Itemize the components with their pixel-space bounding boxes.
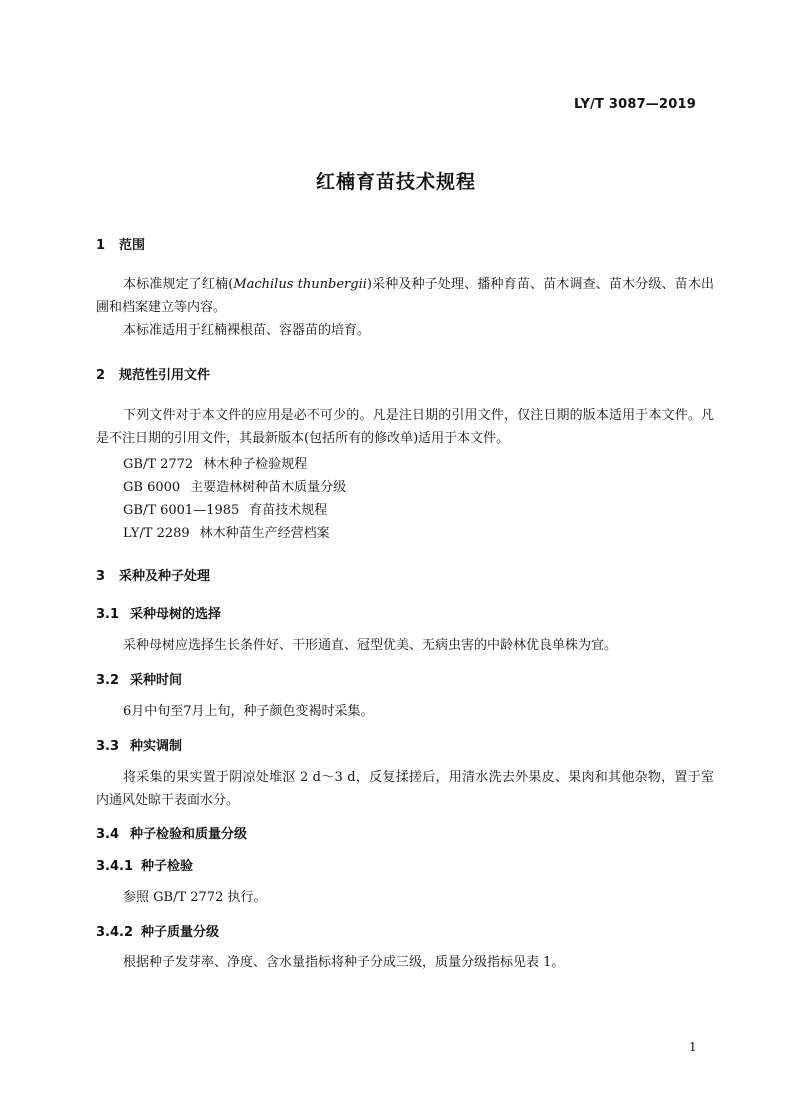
section-number: 3.2 bbox=[96, 673, 120, 688]
text-segment: 本标准规定了红楠( bbox=[123, 277, 234, 292]
latin-name: Machilus thunbergii bbox=[233, 277, 367, 292]
section-title: 种子检验和质量分级 bbox=[130, 827, 248, 842]
section-number: 3 bbox=[96, 569, 106, 584]
section-3-4-heading bbox=[96, 823, 247, 842]
section-title: 种子质量分级 bbox=[141, 925, 220, 940]
reference-item bbox=[123, 499, 327, 518]
section-3-heading bbox=[96, 565, 210, 584]
reference-title: 主要造林树种苗木质量分级 bbox=[190, 480, 347, 495]
reference-title: 育苗技术规程 bbox=[249, 503, 328, 518]
section-number: 3.4 bbox=[96, 827, 120, 842]
section-title: 规范性引用文件 bbox=[119, 368, 211, 383]
section-number: 3.4.2 bbox=[96, 925, 134, 940]
section-2-heading bbox=[96, 364, 210, 383]
reference-item bbox=[123, 453, 307, 472]
section-title: 采种及种子处理 bbox=[119, 569, 211, 584]
section-number: 2 bbox=[96, 368, 106, 383]
section-3-3-heading bbox=[96, 735, 182, 754]
reference-item bbox=[123, 476, 346, 495]
section-3-4-1-heading bbox=[96, 855, 193, 874]
section-title: 采种母树的选择 bbox=[130, 607, 222, 622]
mother-tree-paragraph: 采种母树应选择生长条件好、干形通直、冠型优美、无病虫害的中龄林优良单株为宜。 bbox=[123, 638, 618, 653]
section-1-heading bbox=[96, 234, 145, 253]
scope-paragraph-2: 本标准适用于红楠裸根苗、容器苗的培育。 bbox=[123, 323, 371, 338]
reference-title: 林木种苗生产经营档案 bbox=[199, 526, 330, 541]
section-3-4-2-heading bbox=[96, 921, 219, 940]
collection-time-paragraph: 6月中旬至7月上旬，种子颜色变褐时采集。 bbox=[123, 704, 374, 719]
seed-inspection-paragraph: 参照 GB/T 2772 执行。 bbox=[123, 890, 267, 905]
reference-item bbox=[123, 522, 330, 541]
reference-code: GB/T 2772 bbox=[123, 457, 194, 472]
section-title: 范围 bbox=[119, 238, 146, 253]
scope-paragraph-1 bbox=[96, 273, 714, 319]
section-title: 种子检验 bbox=[141, 859, 194, 874]
seed-processing-paragraph: 将采集的果实置于阴凉处堆沤 2 d～3 d，反复揉搓后，用清水洗去外果皮、果肉和其他杂物，置于室内通风处晾干表面水分。 bbox=[96, 770, 714, 808]
reference-code: GB/T 6001—1985 bbox=[123, 503, 240, 518]
section-number: 3.3 bbox=[96, 739, 120, 754]
section-3-1-heading bbox=[96, 603, 221, 622]
section-title: 采种时间 bbox=[130, 673, 183, 688]
section-number: 1 bbox=[96, 238, 106, 253]
references-intro: 下列文件对于本文件的应用是必不可少的。凡是注日期的引用文件，仅注日期的版本适用于本文件。凡是不注日期的引用文件，其最新版本(包括所有的修改单)适用于本文件。 bbox=[96, 408, 714, 446]
reference-title: 林木种子检验规程 bbox=[203, 457, 308, 472]
reference-code: GB 6000 bbox=[123, 480, 181, 495]
section-3-2-heading bbox=[96, 669, 182, 688]
section-number: 3.4.1 bbox=[96, 859, 134, 874]
seed-grading-paragraph: 根据种子发芽率、净度、含水量指标将种子分成三级，质量分级指标见表 1。 bbox=[123, 955, 565, 970]
section-title: 种实调制 bbox=[130, 739, 183, 754]
text-segment: )采种及种子处理、播种育苗、苗木调查、苗木分级、苗木出圃和档案建立等内容。 bbox=[96, 277, 714, 315]
section-number: 3.1 bbox=[96, 607, 120, 622]
reference-code: LY/T 2289 bbox=[123, 526, 190, 541]
page-number: 1 bbox=[689, 1040, 697, 1054]
document-title: 红楠育苗技术规程 bbox=[315, 171, 476, 193]
standard-code: LY/T 3087—2019 bbox=[574, 97, 696, 112]
